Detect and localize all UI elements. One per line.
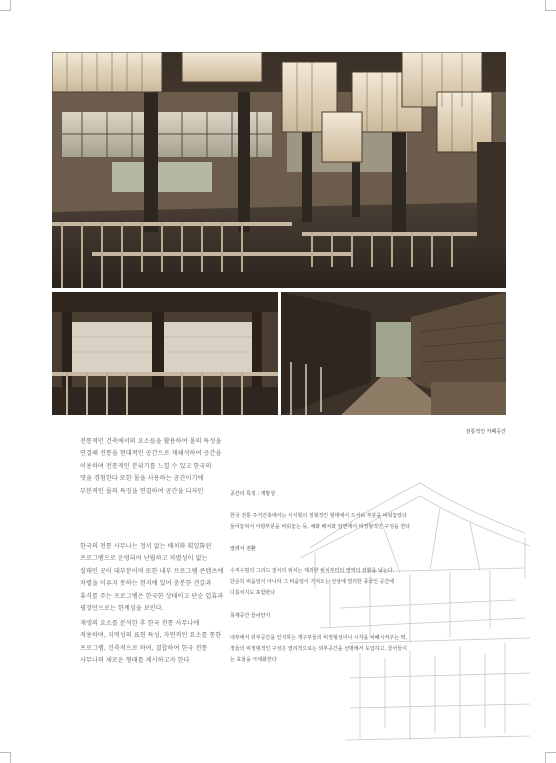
- section-line: 한국 전통 주거건축에서는 시식형의 정형적인 형태에서 으서티 부분을 비워놓았다: [230, 513, 407, 519]
- concept-line: 필장만으로는 한계성을 보인다.: [80, 605, 164, 613]
- interior-photo-right: [281, 292, 506, 415]
- intro-line: 이용하며 전통적인 분위기를 느낄 수 있고 한국의: [80, 462, 212, 470]
- concept-line: 프로그램으로 운영되어 난립하고 차별성이 없는: [80, 555, 208, 563]
- crop-mark-top-right: [545, 0, 556, 11]
- section-title: 열려서 전환: [230, 546, 256, 552]
- intro-line: 부분적인 몰의 특징을 연결하여 공간을 디자인: [80, 487, 204, 495]
- section-embrace: [230, 612, 460, 666]
- crop-mark-bottom-left: [0, 752, 11, 763]
- concept2-line: 적용하며, 지역성의 표현 특성, 자연적인 요소를 통한: [80, 632, 222, 640]
- section-line: 내부에서 외부공간을 인지하는 개구부들의 비정형성이나 시각을 차폐시켜주는 벽,: [230, 635, 407, 641]
- intro-line: 멋을 경험한다 또한 몰을 사용하는 공간이기에: [80, 475, 204, 483]
- concept2-line: 프로그램, 건축적으로 하여, 결합하여 한국 전통: [80, 644, 208, 652]
- section-line: 는 효율을 극대화한다: [230, 657, 277, 663]
- crop-mark-bottom-right: [545, 752, 556, 763]
- concept-line: 한국의 전통 사무나는 정서 없는 배치와 획일화된: [80, 543, 212, 550]
- concept-line: 차별을 이루지 못하는 현저에 있어 충분한 견갈과: [80, 580, 212, 588]
- intro-paragraph: [80, 436, 270, 498]
- section-line: 둘어놓쳐서 아방부분을 비워놓는 등, 채와 배치와 암면에서 비정형적인 구성을 한다: [230, 524, 411, 530]
- section-title: 목재공간 끌어안기: [230, 613, 271, 619]
- main-interior-photo: [52, 52, 506, 288]
- section-body: [230, 633, 460, 666]
- section-title: 공간의 특징 : 개방성: [230, 491, 276, 497]
- crop-mark-top-left: [0, 0, 11, 11]
- concept2-line: 사무나의 새로운 형태를 제시하고자 한다: [80, 657, 190, 665]
- section-transition: [230, 545, 460, 599]
- section-line: 정들의 비정형적인 구성은 열리적으로는 외부공간을 선명해서 도입하고, 끌어들이: [230, 646, 407, 652]
- photo-caption: 전통적인 카페공간: [465, 429, 506, 435]
- concept2-line: 재생의 요소를 분석한 후 한국 전통 사무나에: [80, 620, 200, 627]
- concept-line: 실태인 곳이 대부분이며 또한 내부 프로그램 콘텐츠에: [80, 567, 224, 575]
- intro-line: 전통적인 건축에서의 요소들을 활용하여 몰의 특성을: [80, 438, 222, 445]
- section-line: 수직수평의 그리드 질서의 위치는 재괴한 위치부터의 영역의 전환을 낳는다.: [230, 568, 395, 574]
- section-body: [230, 511, 460, 533]
- interior-photo-left: [52, 292, 278, 415]
- section-line: 다름치지도 포함한다: [230, 590, 276, 596]
- concept-line: 휴식를 주는 프로그램은 한국한 상태이고 단순 입휴과: [80, 592, 224, 600]
- intro-line: 연결해 전통을 현대적인 공간으로 재해석하여 공간을: [80, 450, 222, 458]
- section-body: [230, 566, 460, 599]
- section-openness: [230, 490, 460, 533]
- section-line: 단순히 비움임이 아니라 그 비움임이 가져오는 선상에 열리한 종국인 공간에: [230, 579, 395, 585]
